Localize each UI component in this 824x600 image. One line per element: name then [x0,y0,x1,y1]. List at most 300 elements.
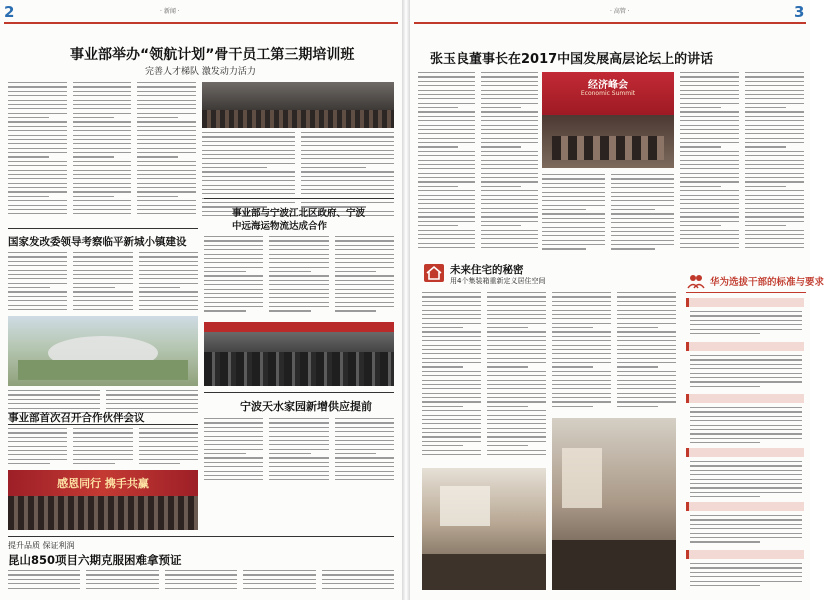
text-line [137,121,196,122]
text-line [542,209,586,210]
text-line [73,213,132,214]
text-line [73,121,132,122]
page-number: 3 [794,3,805,21]
text-line [73,135,132,136]
text-line [690,377,802,378]
text-line [335,293,394,294]
text-line [8,213,67,214]
text-line [487,432,546,433]
text-line [269,444,328,445]
text-line [617,292,676,293]
text-line [611,205,674,206]
text-line [481,76,538,77]
text-line [269,475,328,476]
text-line [335,471,394,472]
text-line [611,227,674,228]
text-line [611,200,674,201]
page-header-label: · 高管 · [610,8,630,15]
text-line [611,178,674,179]
text-line [139,300,198,301]
text-line [611,222,674,223]
text-line [204,310,246,311]
text-line [301,150,394,151]
text-line [611,244,674,245]
text-line [301,154,394,155]
text-line [204,267,263,268]
text-line [552,380,611,381]
text-line [335,436,394,437]
text-line [204,475,263,476]
text-line [202,167,267,168]
text-line [137,91,196,92]
text-line [542,174,605,175]
text-line [204,284,263,285]
text-line [422,358,481,359]
text-line [611,209,655,210]
text-line [422,292,481,293]
text-line [269,436,328,437]
text-line [204,249,263,250]
text-line [745,107,786,108]
list-item-bar [686,502,804,511]
text-line [481,247,538,248]
text-line [680,107,721,108]
text-line [73,287,115,288]
text-line [745,146,786,147]
text-line [481,151,538,152]
summit-banner-en: Economic Summit [580,90,636,97]
text-line [335,302,394,303]
text-line [418,138,475,139]
text-line [481,216,538,217]
text-line [611,174,674,175]
text-line [745,125,804,126]
future-housing-section [418,258,680,594]
text-line [269,258,328,259]
text-line [8,450,67,451]
text-line [611,218,674,219]
text-line [204,466,263,467]
text-line [418,155,475,156]
article1-subtitle: 完善人才梯队 激发动力活力 [145,67,256,77]
text-line [8,437,67,438]
text-line [422,296,481,297]
text-line [680,168,739,169]
text-line [269,245,328,246]
text-line [745,116,804,117]
text-line [8,428,67,429]
text-line [422,419,481,420]
text-line [418,85,475,86]
text-line [690,572,802,573]
text-line [690,483,802,484]
text-line [73,305,132,306]
text-line [418,190,475,191]
text-line [8,309,67,310]
text-line [8,588,80,589]
text-line [690,492,802,493]
text-line [418,160,475,161]
text-line [690,567,802,568]
text-line [73,174,132,175]
article6-body [8,570,394,594]
text-line [542,227,605,228]
text-line [301,141,394,142]
text-line [8,156,49,157]
text-line [617,397,676,398]
text-line [690,420,802,421]
text-line [137,213,196,214]
text-line [335,422,394,423]
text-line [422,423,481,424]
article2-body-right [552,292,676,412]
economic-summit-photo [542,72,674,168]
text-line [8,270,67,271]
text-line [611,196,674,197]
text-line [611,235,674,236]
text-line [690,411,802,412]
text-line [8,170,67,171]
text-line [542,178,605,179]
text-line [137,143,196,144]
text-line [680,133,739,134]
text-line [552,345,611,346]
text-line [139,274,198,275]
text-line [418,208,475,209]
text-line [690,515,802,516]
list-item-bar [686,298,804,307]
text-line [8,130,67,131]
text-line [335,240,394,241]
text-line [73,191,132,192]
text-line [335,475,394,476]
text-line [617,301,676,302]
text-line [552,323,611,324]
text-line [106,394,198,395]
text-line [204,245,263,246]
text-line [552,371,611,372]
signing-ceremony-photo [204,322,394,386]
text-line [204,236,263,237]
text-line [487,340,546,341]
text-line [8,446,67,447]
text-line [617,345,676,346]
text-line [611,231,674,232]
text-line [243,579,315,580]
text-line [487,296,546,297]
text-line [8,152,67,153]
text-line [301,189,394,190]
text-line [269,302,328,303]
text-line [204,293,263,294]
text-line [745,90,804,91]
article5-title: 宁波天水家园新增供应提前 [240,400,372,413]
text-line [542,240,605,241]
text-line [269,271,311,272]
text-line [335,418,394,419]
text-line [204,449,263,450]
text-line [8,305,67,306]
text-line [745,138,804,139]
text-line [418,116,475,117]
text-line [269,275,328,276]
text-line [73,454,132,455]
article1-title: 事业部举办“领航计划”骨干员工第三期培训班 [70,47,355,63]
article2-subtitle: 用4个集装箱重新定义居住空间 [450,277,546,285]
text-line [487,375,546,376]
text-line [301,185,394,186]
text-line [335,254,394,255]
text-line [690,320,802,321]
text-line [243,574,315,575]
text-line [204,457,263,458]
text-line [418,168,475,169]
text-line [745,230,804,231]
text-line [617,384,676,385]
text-line [690,355,802,356]
text-line [418,230,475,231]
article4-body [8,428,198,468]
text-line [690,487,802,488]
text-line [617,362,676,363]
text-line [8,126,67,127]
text-line [422,393,481,394]
text-line [8,100,67,101]
text-line [418,142,475,143]
text-line [422,406,463,407]
text-line [73,265,132,266]
text-line [204,462,263,463]
text-line [542,244,605,245]
text-line [481,212,538,213]
text-line [8,278,67,279]
text-line [335,479,394,480]
text-line [422,345,481,346]
text-line [86,574,158,575]
text-line [680,72,739,73]
text-line [73,82,132,83]
text-line [418,94,475,95]
text-line [487,423,546,424]
text-line [617,366,658,367]
text-line [8,463,50,464]
text-line [418,173,475,174]
text-line [680,190,739,191]
text-line [137,148,196,149]
text-line [139,252,198,253]
text-line [680,142,739,143]
text-line [745,85,804,86]
text-line [8,441,67,442]
text-line [8,296,67,297]
text-line [418,90,475,91]
text-line [86,570,158,571]
text-line [690,479,802,480]
text-line [552,336,611,337]
text-line [418,76,475,77]
text-line [690,465,802,466]
text-line [617,388,676,389]
text-line [487,454,546,455]
text-line [86,588,158,589]
text-line [617,401,676,402]
text-line [745,129,804,130]
text-line [139,256,198,257]
text-line [73,130,132,131]
text-line [680,103,739,104]
text-line [745,186,786,187]
text-line [322,588,394,589]
text-line [335,453,377,454]
text-line [690,381,802,382]
text-line [487,366,528,367]
text-line [690,315,802,316]
text-line [481,120,538,121]
list-item-bar [686,550,804,559]
text-line [8,104,67,105]
text-line [204,306,263,307]
text-line [335,262,394,263]
text-line [73,143,132,144]
text-line [139,283,198,284]
text-line [418,72,475,73]
text-line [269,236,328,237]
article6-kicker: 提升品质 保证利润 [8,541,75,550]
text-line [617,349,676,350]
text-line [8,570,80,571]
text-line [204,427,263,428]
text-line [139,437,198,438]
text-line [745,81,804,82]
text-line [680,138,739,139]
text-line [552,397,611,398]
text-line [165,588,237,589]
article1-body-mid [542,174,674,254]
text-line [422,340,481,341]
text-line [73,300,132,301]
text-line [269,449,328,450]
text-line [73,205,132,206]
text-line [137,86,196,87]
text-line [690,563,802,564]
text-line [73,165,132,166]
text-line [680,234,739,235]
text-line [680,199,739,200]
text-line [269,466,328,467]
text-line [481,173,538,174]
text-line [552,388,611,389]
text-line [422,401,481,402]
text-line [335,449,394,450]
text-line [243,583,315,584]
text-line [73,86,132,87]
text-line [481,146,521,147]
text-line [269,306,328,307]
text-line [745,173,804,174]
text-line [487,345,546,346]
text-line [611,213,674,214]
text-line [137,113,196,114]
text-line [202,180,295,181]
text-line [680,243,739,244]
article1-title: 张玉良董事长在2017中国发展高层论坛上的讲话 [430,52,714,67]
text-line [481,125,538,126]
article3-title: 华为选拔干部的标准与要求 [710,277,824,288]
text-line [202,189,295,190]
text-line [745,120,804,121]
text-line [542,231,605,232]
text-line [481,225,521,226]
text-line [552,305,611,306]
text-line [8,86,67,87]
text-line [73,200,132,201]
text-line [8,91,67,92]
text-line [301,167,366,168]
text-line [335,427,394,428]
text-line [139,305,198,306]
text-line [301,202,394,203]
text-line [418,129,475,130]
text-line [487,445,528,446]
text-line [745,133,804,134]
text-line [481,142,538,143]
text-line [73,170,132,171]
right-page [410,0,824,600]
text-line [680,160,739,161]
text-line [8,459,67,460]
summit-banner-cn: 经济峰会 [588,80,628,91]
text-line [745,203,804,204]
text-line [418,186,458,187]
header-rule [414,22,806,24]
text-line [418,120,475,121]
text-line [73,91,132,92]
text-line [680,85,739,86]
text-line [690,541,760,542]
text-line [8,432,67,433]
text-line [552,327,593,328]
text-line [335,462,394,463]
text-line [745,216,804,217]
text-line [745,190,804,191]
text-line [73,296,132,297]
text-line [269,293,328,294]
text-line [690,519,802,520]
text-line [690,438,802,439]
text-line [202,136,295,137]
text-line [680,181,739,182]
text-line [8,108,67,109]
text-line [137,104,196,105]
text-line [73,446,132,447]
text-line [301,132,394,133]
text-line [690,324,802,325]
text-line [422,415,481,416]
text-line [202,158,295,159]
text-line [335,249,394,250]
text-line [8,143,67,144]
text-line [542,218,605,219]
text-line [73,274,132,275]
text-line [487,371,546,372]
text-line [422,318,481,319]
text-line [73,178,132,179]
text-line [552,401,611,402]
header-rule [4,22,398,24]
text-line [8,256,67,257]
text-line [8,196,49,197]
text-line [680,177,739,178]
